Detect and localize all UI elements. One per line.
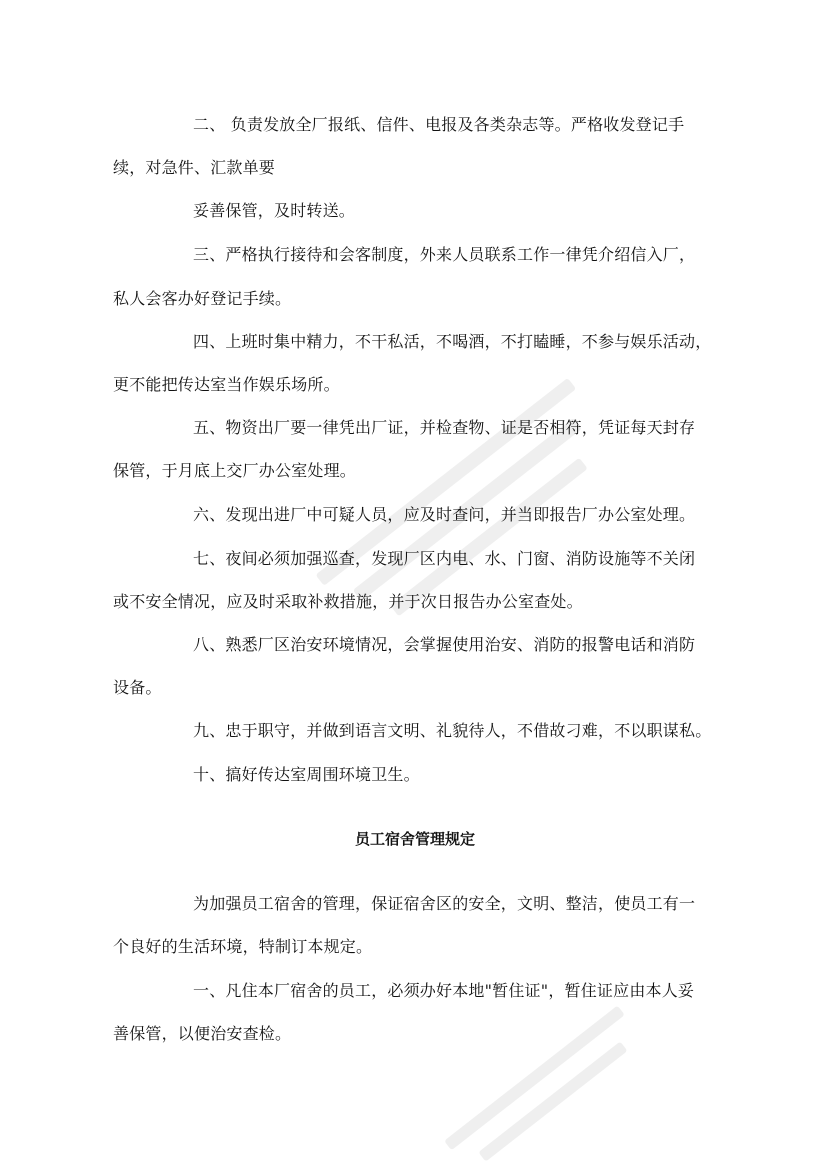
- intro-line-2: 个良好的生活环境，特制订本规定。: [113, 937, 373, 956]
- paragraph-7-line-1: 七、夜间必须加强巡查，发现厂区内电、水、门窗、消防设施等不关闭: [193, 549, 696, 568]
- paragraph-10-line-1: 十、搞好传达室周围环境卫生。: [193, 765, 420, 784]
- paragraph-3-line-1: 三、严格执行接待和会客制度，外来人员联系工作一律凭介绍信入厂，: [193, 245, 696, 264]
- paragraph-7-line-2: 或不安全情况，应及时采取补救措施，并于次日报告办公室查处。: [113, 592, 583, 611]
- rule-1-line-2: 善保管，以便治安查检。: [113, 1024, 292, 1043]
- paragraph-4-line-1: 四、上班时集中精力，不干私活，不喝酒，不打瞌睡，不参与娱乐活动，: [193, 332, 712, 351]
- paragraph-2-line-1: 二、 负责发放全厂报纸、信件、电报及各类杂志等。严格收发登记手: [193, 115, 685, 134]
- section-title: 员工宿舍管理规定: [354, 830, 475, 848]
- paragraph-2-line-3: 妥善保管，及时转送。: [193, 201, 356, 220]
- paragraph-3-line-2: 私人会客办好登记手续。: [113, 289, 292, 308]
- paragraph-5-line-1: 五、物资出厂要一律凭出厂证，并检查物、证是否相符，凭证每天封存: [193, 418, 696, 437]
- paragraph-9-line-1: 九、忠于职守，并做到语言文明、礼貌待人，不借故刁难，不以职谋私。: [193, 721, 712, 740]
- paragraph-2-line-2: 续，对急件、汇款单要: [113, 158, 276, 177]
- paragraph-8-line-2: 设备。: [113, 678, 162, 697]
- paragraph-5-line-2: 保管，于月底上交厂办公室处理。: [113, 461, 357, 480]
- paragraph-4-line-2: 更不能把传达室当作娱乐场所。: [113, 375, 340, 394]
- intro-line-1: 为加强员工宿舍的管理，保证宿舍区的安全，文明、整洁，使员工有一: [193, 894, 696, 913]
- paragraph-8-line-1: 八、熟悉厂区治安环境情况，会掌握使用治安、消防的报警电话和消防: [193, 635, 696, 654]
- rule-1-line-1: 一、凡住本厂宿舍的员工，必须办好本地"暂住证"，暂住证应由本人妥: [193, 981, 695, 1000]
- watermark-graphic-lower: [420, 1000, 660, 1170]
- paragraph-6-line-1: 六、发现出进厂中可疑人员，应及时查问，并当即报告厂办公室处理。: [193, 505, 696, 524]
